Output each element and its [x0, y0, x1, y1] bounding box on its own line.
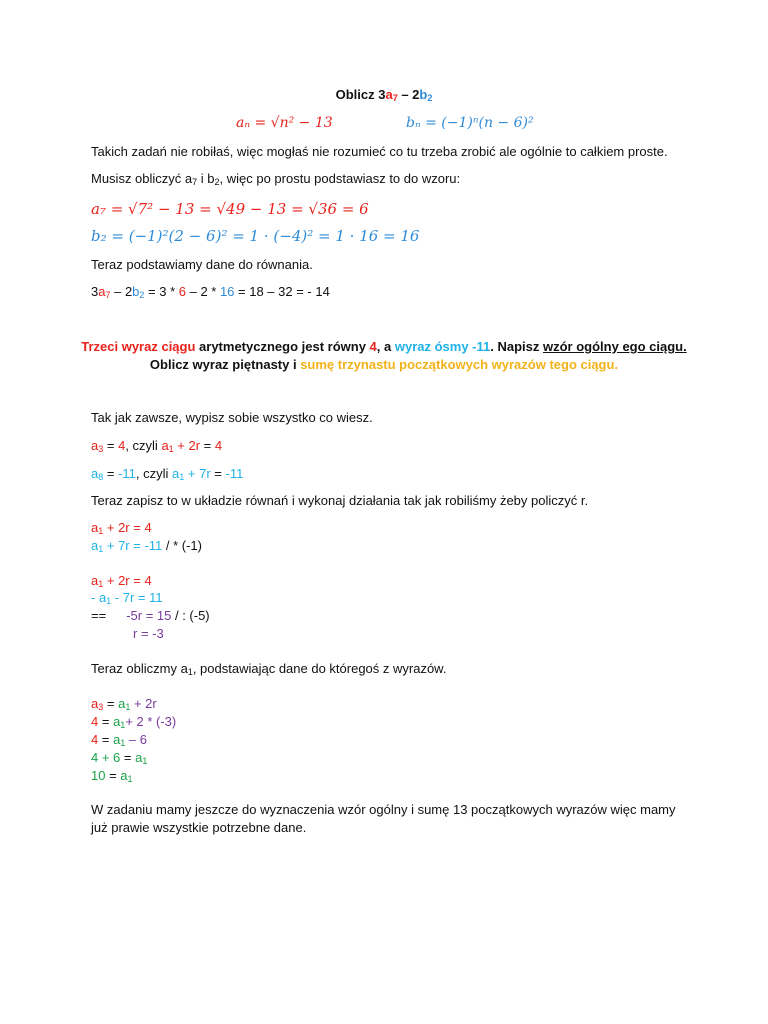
r-result: r = -3 [133, 626, 164, 641]
system-sum: == -5r = 15 / : (-5) [91, 608, 210, 623]
paragraph-1: Takich zadań nie robiłaś, więc mogłaś nie rozumieć co tu trzeba zrobić ale ogólnie to całkiem proste. [91, 144, 668, 159]
system-eq-4: - $a_1 - 7r = 11$ [91, 590, 163, 606]
equation-result: $3a_7 - 2b_2 = 3 * 6 - 2 * 16 = 18 - 32$ = - 14 [91, 284, 330, 300]
paragraph-6: Teraz obliczmy $a_1$, podstawiając dane do któregoś z wyrazów. [91, 661, 447, 677]
derive-4: $4 + 6 = a_1$ [91, 750, 148, 766]
known-a3: $a_3 = 4$, czyli $a_1 + 2r = 4$ [91, 438, 223, 454]
derive-5: $10 = a_1$ [91, 768, 133, 784]
formula-a: aₙ = √n² − 13 [236, 115, 333, 131]
system-eq-3: $a_1 + 2r = 4$ [91, 573, 152, 589]
known-a8: $a_8 = -11$, czyli $a_1 + 7r = -11$ [91, 466, 244, 482]
paragraph-3: Teraz podstawiamy dane do równania. [91, 257, 313, 272]
calc-a7: a₇ = √7² − 13 = √49 − 13 = √36 = 6 [91, 200, 369, 218]
paragraph-7-line-1: W zadaniu mamy jeszcze do wyznaczenia wzór ogólny i sumę 13 początkowych wyrazów więc mamy [91, 802, 676, 817]
formula-b: bₙ = (−1)ⁿ(n − 6)² [406, 115, 534, 131]
page-title: Oblicz $3a_7 - 2b_2$ [335, 87, 433, 103]
paragraph-7-line-2: już prawie wszystkie potrzebne dane. [91, 820, 307, 835]
calc-b2: b₂ = (−1)²(2 − 6)² = 1 · (−4)² = 1 · 16 = 16 [91, 227, 420, 245]
derive-1: $a_3 = a_1 + 2r$ [91, 696, 157, 712]
paragraph-2: Musisz obliczyć $a_7$ i $b_2$, więc po prostu podstawiasz to do wzoru: [91, 171, 461, 187]
system-eq-1: $a_1 + 2r = 4$ [91, 520, 152, 536]
task-line-2: Oblicz wyraz piętnasty i sumę trzynastu początkowych wyrazów tego ciągu. [149, 357, 619, 372]
derive-3: $4 = a_1 - 6$ [91, 732, 147, 748]
system-eq-2: $a_1 + 7r = -11$ / * (-1) [91, 538, 202, 554]
derive-2: $4 = a_1+ 2 * (-3)$ [91, 714, 177, 730]
paragraph-5: Teraz zapisz to w układzie równań i wykonaj działania tak jak robiliśmy żeby policzyć r. [91, 493, 589, 508]
paragraph-4: Tak jak zawsze, wypisz sobie wszystko co wiesz. [91, 410, 373, 425]
task-line-1: Trzeci wyraz ciągu arytmetycznego jest równy 4, a wyraz ósmy -11. Napisz wzór ogólny ego ciągu. [81, 339, 687, 354]
